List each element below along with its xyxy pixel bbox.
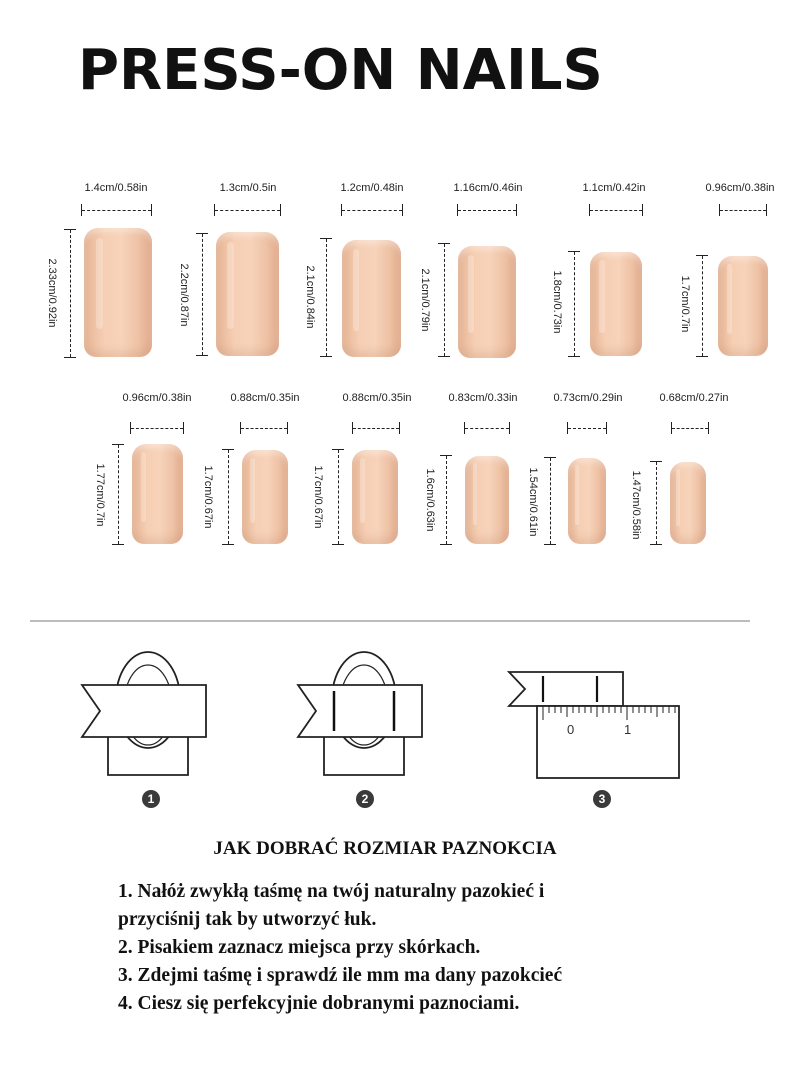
nail-image bbox=[670, 462, 706, 544]
nail-length-label: 2.2cm/0.87in bbox=[178, 263, 190, 327]
width-dimension-line bbox=[131, 428, 183, 429]
ruler-label-one: 1 bbox=[624, 722, 632, 737]
length-dimension-line bbox=[70, 230, 71, 357]
nail-length-label: 1.8cm/0.73in bbox=[551, 270, 563, 334]
step-number-3: 3 bbox=[593, 790, 611, 808]
nail-image bbox=[132, 444, 183, 544]
width-dimension-line bbox=[465, 428, 509, 429]
length-dimension-line bbox=[326, 239, 327, 356]
nail-width-label: 1.2cm/0.48in bbox=[340, 182, 404, 194]
width-dimension-line bbox=[568, 428, 606, 429]
nail-image bbox=[718, 256, 768, 356]
instruction-line: 2. Pisakiem zaznacz miejsca przy skórkach. bbox=[118, 937, 481, 958]
width-dimension-line bbox=[353, 428, 399, 429]
width-dimension-line bbox=[241, 428, 287, 429]
instruction-line: 4. Ciesz się perfekcyjnie dobranymi paznociami. bbox=[118, 993, 520, 1014]
section-heading: JAK DOBRAĆ ROZMIAR PAZNOKCIA bbox=[213, 838, 557, 859]
step-1-tape-on-nail-illustration bbox=[78, 645, 218, 785]
nail-length-label: 1.54cm/0.61in bbox=[527, 467, 539, 537]
length-dimension-line bbox=[656, 462, 657, 544]
nail-length-label: 1.47cm/0.58in bbox=[630, 470, 642, 540]
width-dimension-line bbox=[720, 210, 766, 211]
nail-length-label: 2.1cm/0.79in bbox=[419, 268, 431, 332]
nail-width-label: 0.96cm/0.38in bbox=[705, 182, 775, 194]
step-3-ruler-measurement-illustration bbox=[505, 660, 685, 785]
width-dimension-line bbox=[342, 210, 402, 211]
instruction-line: 1. Nałóż zwykłą taśmę na twój naturalny pazokieć i bbox=[118, 881, 545, 902]
ruler-label-zero: 0 bbox=[567, 722, 575, 737]
section-divider bbox=[30, 620, 750, 622]
nail-image bbox=[590, 252, 642, 356]
length-dimension-line bbox=[446, 456, 447, 544]
nail-width-label: 0.88cm/0.35in bbox=[342, 392, 412, 404]
step-number-2: 2 bbox=[356, 790, 374, 808]
nail-width-label: 0.73cm/0.29in bbox=[553, 392, 623, 404]
nail-length-label: 1.77cm/0.7in bbox=[94, 463, 106, 527]
instructions-list bbox=[118, 878, 738, 1018]
length-dimension-line bbox=[228, 450, 229, 544]
length-dimension-line bbox=[118, 445, 119, 544]
instruction-line: przyciśnij tak by utworzyć łuk. bbox=[118, 909, 377, 930]
nail-image bbox=[242, 450, 288, 544]
width-dimension-line bbox=[590, 210, 642, 211]
length-dimension-line bbox=[338, 450, 339, 544]
nail-image bbox=[458, 246, 516, 358]
nail-image bbox=[352, 450, 398, 544]
nail-width-label: 1.1cm/0.42in bbox=[582, 182, 646, 194]
nail-image bbox=[568, 458, 606, 544]
width-dimension-line bbox=[215, 210, 280, 211]
length-dimension-line bbox=[550, 458, 551, 544]
nail-width-label: 1.16cm/0.46in bbox=[453, 182, 523, 194]
nail-image bbox=[216, 232, 279, 356]
page-title: PRESS-ON NAILS bbox=[78, 38, 603, 103]
length-dimension-line bbox=[574, 252, 575, 356]
nail-width-label: 1.3cm/0.5in bbox=[219, 182, 277, 194]
width-dimension-line bbox=[82, 210, 151, 211]
length-dimension-line bbox=[444, 244, 445, 356]
nail-width-label: 0.83cm/0.33in bbox=[448, 392, 518, 404]
nail-image bbox=[84, 228, 152, 357]
nail-length-label: 2.1cm/0.84in bbox=[304, 265, 316, 329]
nail-width-label: 1.4cm/0.58in bbox=[84, 182, 148, 194]
step-2-mark-cuticles-illustration bbox=[294, 645, 434, 785]
width-dimension-line bbox=[458, 210, 516, 211]
step-number-1: 1 bbox=[142, 790, 160, 808]
nail-width-label: 0.68cm/0.27in bbox=[659, 392, 729, 404]
width-dimension-line bbox=[672, 428, 708, 429]
nail-length-label: 1.7cm/0.67in bbox=[202, 465, 214, 529]
length-dimension-line bbox=[702, 256, 703, 356]
nail-image bbox=[342, 240, 401, 357]
nail-image bbox=[465, 456, 509, 544]
instruction-line: 3. Zdejmi taśmę i sprawdź ile mm ma dany pazokcieć bbox=[118, 965, 563, 986]
nail-length-label: 1.6cm/0.63in bbox=[424, 468, 436, 532]
nail-width-label: 0.96cm/0.38in bbox=[122, 392, 192, 404]
nail-length-label: 1.7cm/0.7in bbox=[679, 275, 691, 333]
nail-width-label: 0.88cm/0.35in bbox=[230, 392, 300, 404]
nail-length-label: 1.7cm/0.67in bbox=[312, 465, 324, 529]
length-dimension-line bbox=[202, 234, 203, 355]
nail-length-label: 2.33cm/0.92in bbox=[46, 258, 58, 328]
